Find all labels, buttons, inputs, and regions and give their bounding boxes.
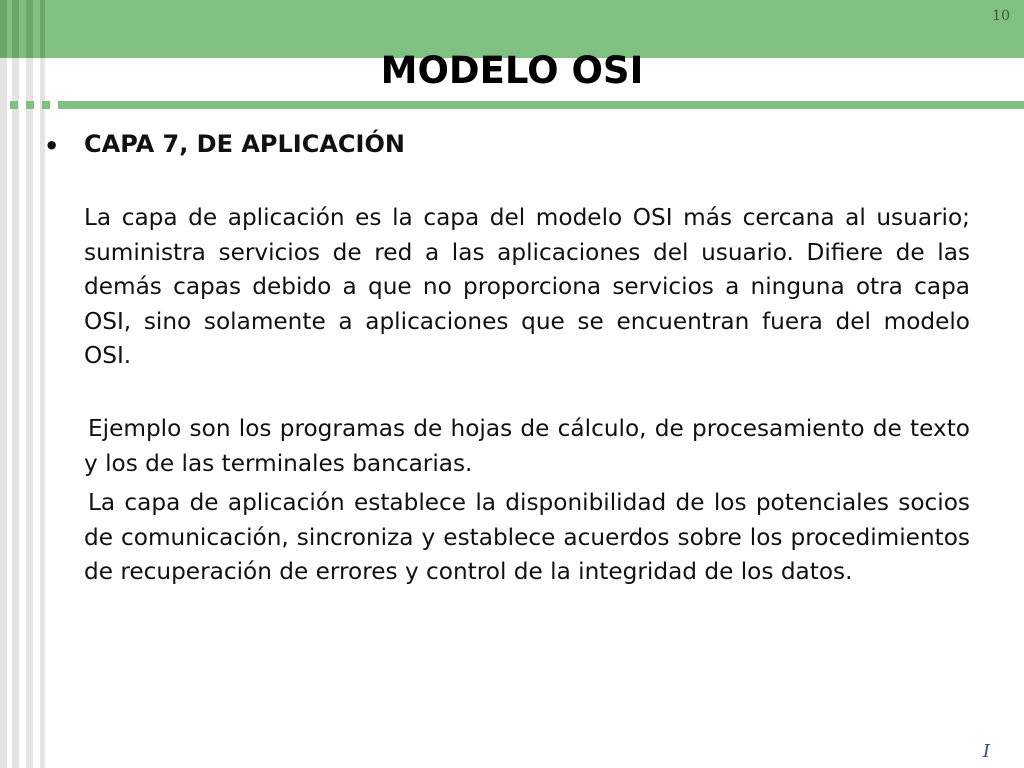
decorative-square	[10, 101, 18, 109]
title-rule	[58, 101, 1024, 109]
left-stripe	[12, 0, 19, 768]
header-stripe	[26, 0, 33, 58]
left-stripe	[40, 0, 45, 768]
header-stripe	[40, 0, 45, 58]
section-heading: CAPA 7, DE APLICACIÓN	[84, 130, 405, 158]
left-stripe	[0, 0, 7, 768]
left-stripe	[26, 0, 33, 768]
paragraph-functions: La capa de aplicación establece la disponibilidad de los potenciales socios de comunicación, sincroniza y establece acuerdos sobre los procedimientos de recuperación de errores y control de la integridad de los datos.	[84, 489, 970, 585]
decorative-square	[26, 101, 34, 109]
bullet-icon: •	[44, 132, 60, 160]
slide-title: MODELO OSI	[380, 49, 644, 92]
header-stripe	[12, 0, 19, 58]
paragraph-definition: La capa de aplicación es la capa del modelo OSI más cercana al usuario; suministra servicios de red a las aplicaciones del usuario. Difiere de las demás capas debido a que no proporciona servicios a ninguna otra capa OSI, sino solamente a aplicaciones que se encuentran fuera del modelo OSI.	[84, 204, 970, 369]
corner-mark: I	[982, 741, 990, 762]
header-stripe	[0, 0, 7, 58]
decorative-square	[42, 101, 50, 109]
slide-number: 10	[992, 8, 1010, 24]
paragraph-examples: Ejemplo son los programas de hojas de cálculo, de procesamiento de texto y los de las terminales bancarias.	[84, 415, 970, 477]
